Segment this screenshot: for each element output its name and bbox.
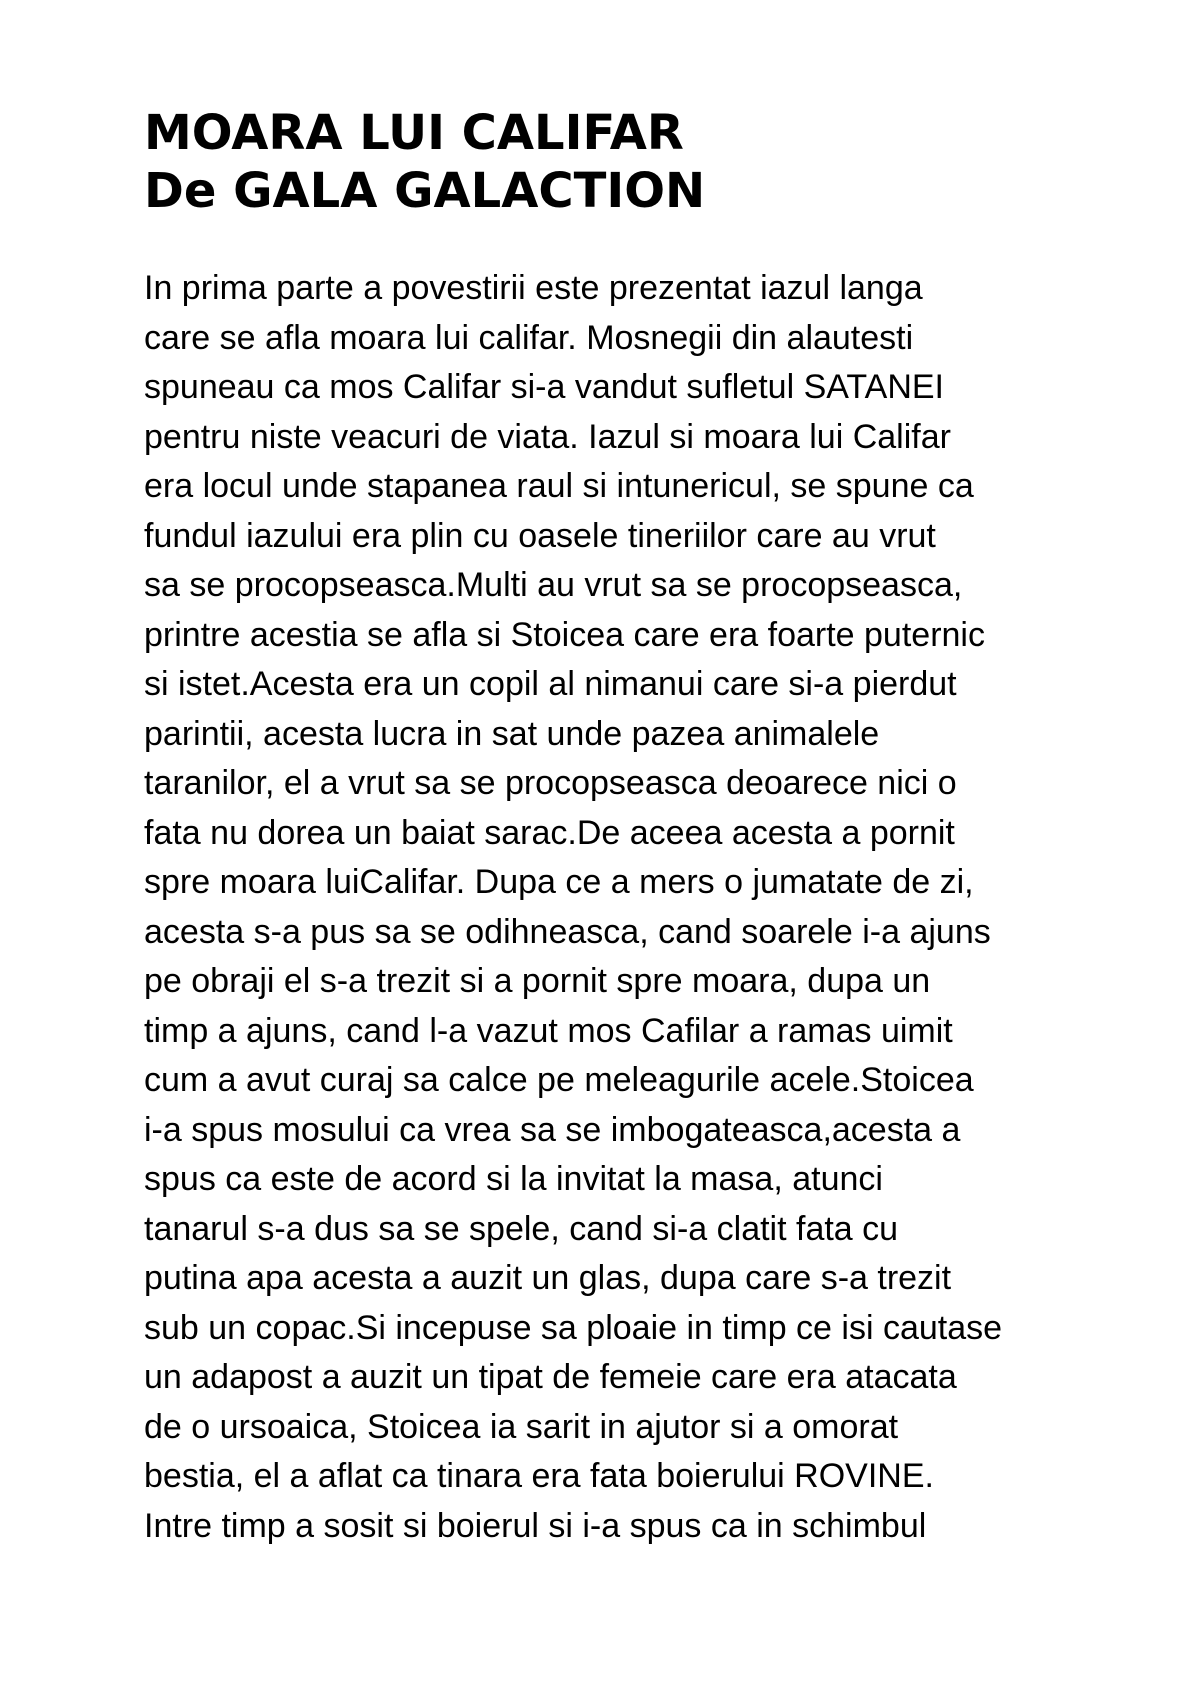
- body-line: tanarul s-a dus sa se spele, cand si-a clatit fata cu: [144, 1209, 899, 1248]
- body-paragraph: [144, 264, 1084, 1551]
- body-line: fata nu dorea un baiat sarac.De aceea acesta a pornit: [144, 813, 955, 852]
- document-title: [144, 104, 1064, 220]
- body-line: putina apa acesta a auzit un glas, dupa care s-a trezit: [144, 1259, 952, 1297]
- body-line: timp a ajuns, cand l-a vazut mos Cafilar a ramas uimit: [144, 1011, 953, 1050]
- author-line: De GALA GALACTION: [144, 163, 706, 219]
- body-line: care se afla moara lui califar. Mosnegii din alautesti: [144, 318, 914, 357]
- body-line: parintii, acesta lucra in sat unde pazea animalele: [144, 714, 880, 753]
- body-line: un adapost a auzit un tipat de femeie care era atacata: [144, 1358, 957, 1396]
- body-line: cum a avut curaj sa calce pe meleagurile acele.Stoicea: [144, 1061, 974, 1099]
- body-line: pe obraji el s-a trezit si a pornit spre moara, dupa un: [144, 962, 931, 1000]
- body-line: Intre timp a sosit si boierul si i-a spus ca in schimbul: [144, 1506, 927, 1545]
- body-line: In prima parte a povestirii este prezentat iazul langa: [144, 269, 923, 307]
- body-line: spuneau ca mos Califar si-a vandut sufletul SATANEI: [144, 368, 944, 406]
- body-line: printre acestia se afla si Stoicea care era foarte puternic: [144, 615, 985, 654]
- body-line: acesta s-a pus sa se odihneasca, cand soarele i-a ajuns: [144, 912, 991, 951]
- body-line: spus ca este de acord si la invitat la masa, atunci: [144, 1160, 883, 1198]
- body-line: taranilor, el a vrut sa se procopseasca deoarece nici o: [144, 764, 957, 802]
- body-line: i-a spus mosului ca vrea sa se imbogateasca,acesta a: [144, 1110, 961, 1149]
- body-line: bestia, el a aflat ca tinara era fata boierului ROVINE.: [144, 1457, 934, 1495]
- body-line: pentru niste veacuri de viata. Iazul si moara lui Califar: [144, 417, 951, 456]
- body-line: sa se procopseasca.Multi au vrut sa se procopseasca,: [144, 566, 963, 604]
- body-line: si istet.Acesta era un copil al nimanui care si-a pierdut: [144, 665, 957, 703]
- body-line: spre moara luiCalifar. Dupa ce a mers o jumatate de zi,: [144, 863, 974, 901]
- body-line: de o ursoaica, Stoicea ia sarit in ajutor si a omorat: [144, 1407, 899, 1446]
- body-line: fundul iazului era plin cu oasele tineriilor care au vrut: [144, 516, 936, 555]
- body-line: sub un copac.Si incepuse sa ploaie in timp ce isi cautase: [144, 1308, 1003, 1347]
- title-line: MOARA LUI CALIFAR: [144, 105, 684, 161]
- body-line: era locul unde stapanea raul si intunericul, se spune ca: [144, 467, 974, 505]
